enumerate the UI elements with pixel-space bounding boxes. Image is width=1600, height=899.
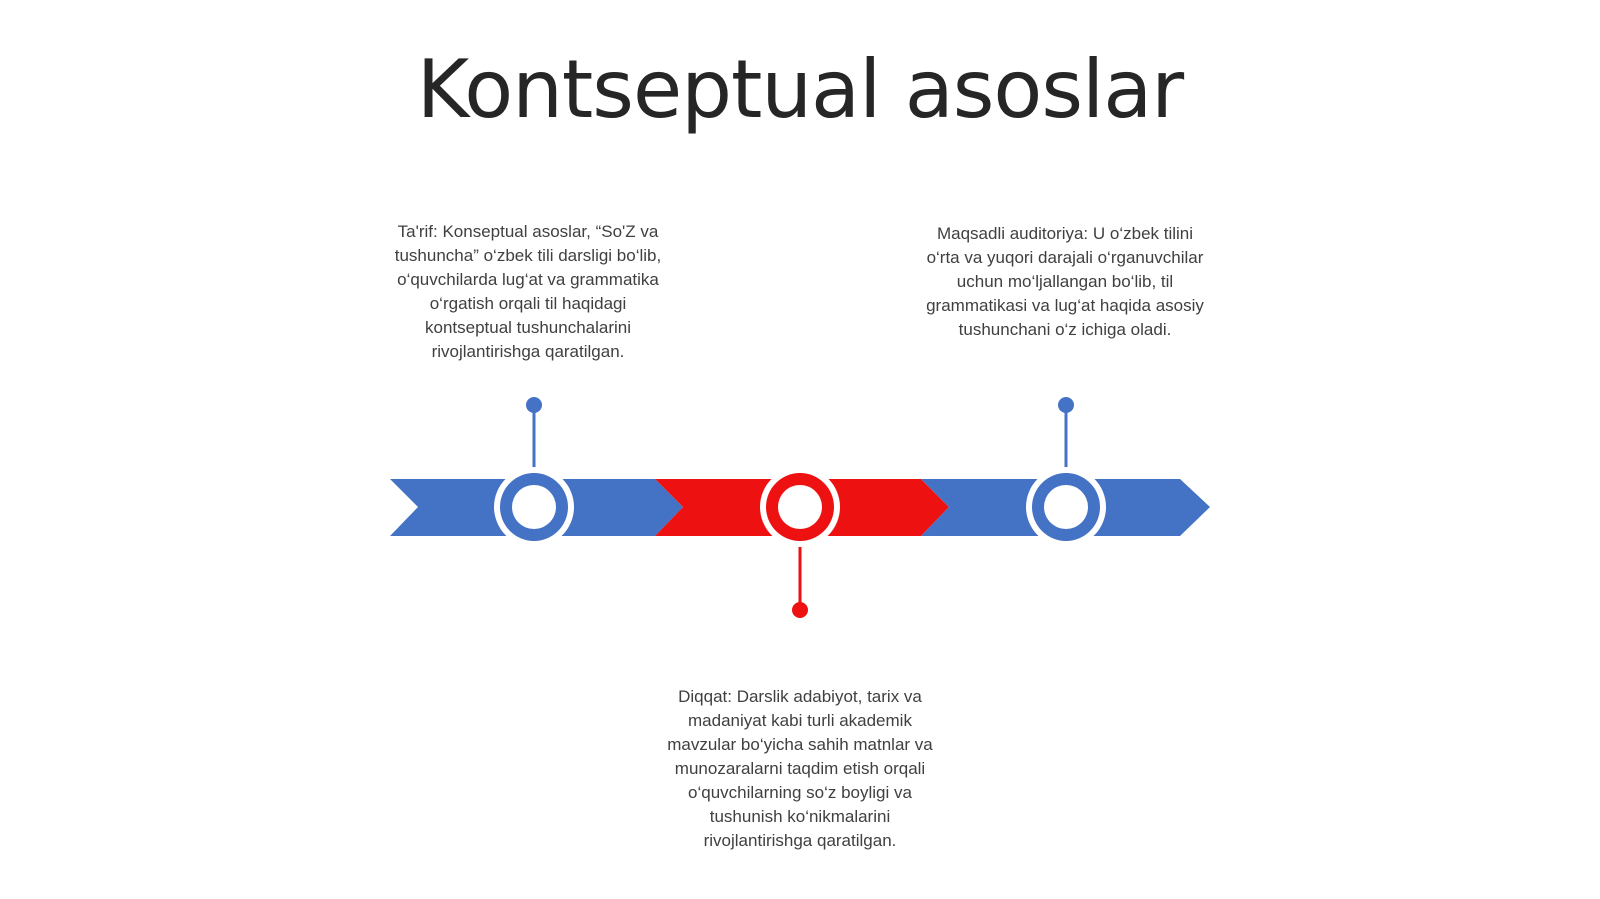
- milestone-2-ring-center: [778, 485, 822, 529]
- milestone-1: [494, 397, 574, 547]
- milestone-2-text: Diqqat: Darslik adabiyot, tarix va madaniyat kabi turli akademik mavzular bo‘yicha sahih matnlar va munozaralarni taqdim etish orqali o‘quvchilarning so‘z boyligi va tushunish ko‘nikmalarini rivojlantirishga qaratilgan.: [667, 687, 933, 850]
- slide-title: Kontseptual asoslar: [416, 43, 1184, 136]
- milestone-3: [1026, 397, 1106, 547]
- milestone-1-text: Ta'rif: Konseptual asoslar, “So'Z va tushuncha” o‘zbek tili darsligi bo‘lib, o‘quvchilarda lug‘at va grammatika o‘rgatish orqali til haqidagi kontseptual tushunchalarini rivojlantirishga qaratilgan.: [394, 222, 662, 361]
- milestone-2-dot: [792, 602, 808, 618]
- milestone-3-dot: [1058, 397, 1074, 413]
- milestone-1-dot: [526, 397, 542, 413]
- milestone-3-ring-center: [1044, 485, 1088, 529]
- milestone-3-text: Maqsadli auditoriya: U o‘zbek tilini o‘rta va yuqori darajali o‘rganuvchilar uchun mo‘ljallangan bo‘lib, til grammatikasi va lug‘at haqida asosiy tushunchani o‘z ichiga oladi.: [926, 224, 1204, 339]
- milestone-2: [760, 467, 840, 618]
- milestone-1-ring-center: [512, 485, 556, 529]
